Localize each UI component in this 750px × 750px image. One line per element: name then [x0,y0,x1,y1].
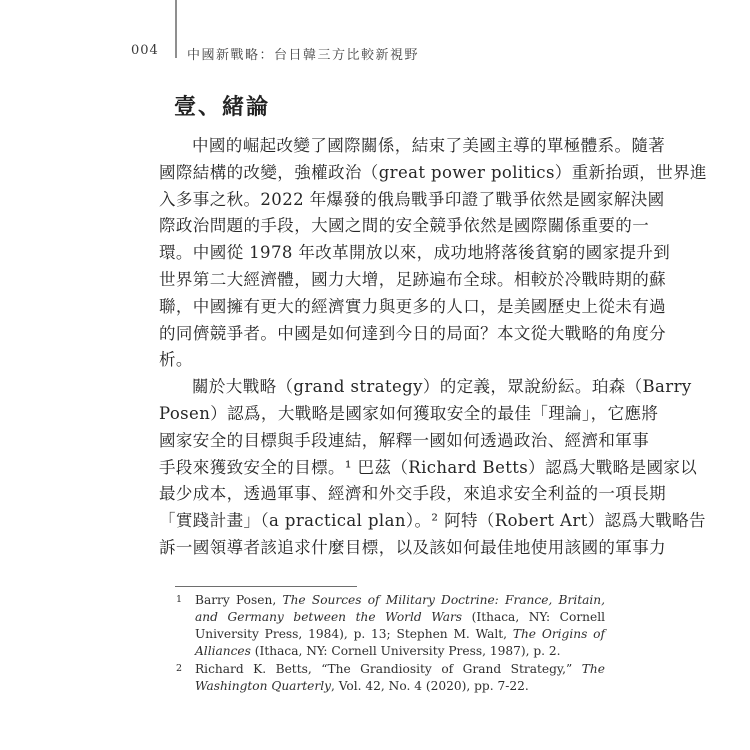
body-line: 的同儕競爭者。中國是如何達到今日的局面？本文從大戰略的角度分 [159,323,666,343]
body-line: 中國的崛起改變了國際關係，結束了美國主導的單極體系。隨著 [192,136,666,155]
footnote-text: Barry Posen, The Sources of Military Doctrine: France, Britain, and Germany between the World Wars (Ithaca, NY: Cornell University Press, 1984), p. 13; Stephen M. Walt, The Origins of Alliances (Ithaca, NY: Cornell University Press, 1987), p. 2. [195,593,606,658]
body-line: 「實踐計畫」（a practical plan）。² 阿特（Robert Art）認爲大戰略告 [159,511,706,531]
page-number: 004 [131,43,159,58]
body-line: 手段來獲致安全的目標。¹ 巴茲（Richard Betts）認爲大戰略是國家以 [159,457,698,477]
body-line: 訴一國領導者該追求什麼目標，以及該如何最佳地使用該國的軍事力 [159,537,666,557]
running-head-divider [175,0,177,58]
body-line: 析。 [159,350,193,370]
footnote-text: Richard K. Betts, “The Grandiosity of Grand Strategy,” The Washington Quarterly, Vol. 42, No. 4 (2020), pp. 7-22. [195,661,605,693]
footnote-separator [175,586,357,587]
footnote-item [159,661,605,695]
body-line: 關於大戰略（grand strategy）的定義，眾說紛紜。珀森（Barry [192,377,692,397]
body-line: 入多事之秋。2022 年爆發的俄烏戰爭印證了戰爭依然是國家解決國 [159,189,665,209]
body-line: 國際結構的改變，強權政治（great power politics）重新抬頭，世界進 [159,162,707,182]
footnote-marker: 2 [176,662,183,674]
footnote-marker: 1 [176,594,183,605]
body-line: 世界第二大經濟體，國力大增，足跡遍布全球。相較於冷戰時期的蘇 [159,269,666,289]
footnotes [159,592,605,695]
body-line: 際政治問題的手段，大國之間的安全競爭依然是國際關係重要的一 [159,216,650,236]
body-line: Posen）認爲，大戰略是國家如何獲取安全的最佳「理論」，它應將 [159,403,659,423]
body-line: 最少成本，透過軍事、經濟和外交手段，來追求安全利益的一項長期 [159,484,666,504]
running-head-book-title: 中國新戰略：台日韓三方比較新視野 [187,47,420,62]
section-title: 壹、緒論 [174,94,271,119]
body-line: 國家安全的目標與手段連結，解釋一國如何透過政治、經濟和軍事 [159,430,650,450]
body-line: 聯，中國擁有更大的經濟實力與更多的人口，是美國歷史上從未有過 [159,296,666,316]
body-line: 環。中國從 1978 年改革開放以來，成功地將落後貧窮的國家提升到 [159,243,671,263]
footnote-item [159,592,605,660]
body-text [159,133,707,562]
